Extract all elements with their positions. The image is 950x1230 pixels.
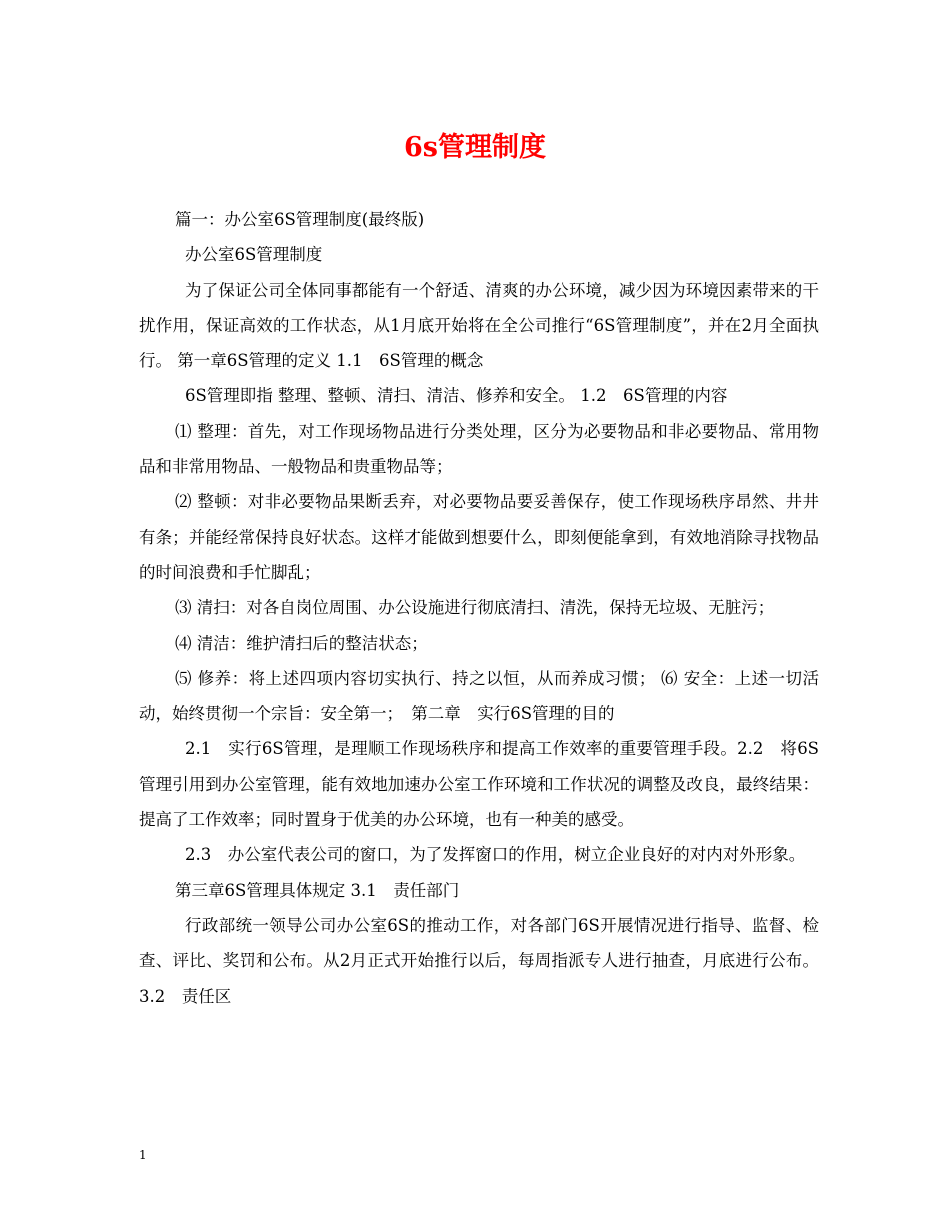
- paragraph-purpose: 2.1 实行6S管理，是理顺工作现场秩序和提高工作效率的重要管理手段。2.2 将6S管理引用到办公室管理，能有效地加速办公室工作环境和工作状况的调整及改良，最终结果：提高了工作效率；同时置身于优美的办公环境，也有一种美的感受。: [139, 739, 819, 830]
- paragraph-item-4: ⑷ 清洁：维护清扫后的整洁状态；: [175, 633, 428, 653]
- page-number: 1: [139, 1148, 147, 1162]
- paragraph-subtitle: 办公室6S管理制度: [185, 245, 323, 265]
- paragraph-section-heading: 篇一：办公室6S管理制度(最终版): [175, 210, 425, 229]
- paragraph-item-5-6: ⑸ 修养：将上述四项内容切实执行、持之以恒，从而养成习惯； ⑹ 安全：上述一切活动，始终贯彻一个宗旨：安全第一； 第二章 实行6S管理的目的: [139, 668, 819, 724]
- paragraph-definition: 6S管理即指 整理、整顿、清扫、清洁、修养和安全。 1.2 6S管理的内容: [185, 386, 728, 406]
- paragraph-chapter-3: 第三章6S管理具体规定 3.1 责任部门: [175, 880, 460, 900]
- paragraph-responsibility: 行政部统一领导公司办公室6S的推动工作，对各部门6S开展情况进行指导、监督、检查、评比、奖罚和公布。从2月正式开始推行以后，每周指派专人进行抽查，月底进行公布。 3.2 责任区: [139, 915, 819, 1006]
- paragraph-item-1: ⑴ 整理：首先，对工作现场物品进行分类处理，区分为必要物品和非必要物品、常用物品和非常用物品、一般物品和贵重物品等；: [139, 421, 819, 477]
- paragraph-item-3: ⑶ 清扫：对各自岗位周围、办公设施进行彻底清扫、清洗，保持无垃圾、无脏污；: [175, 598, 775, 618]
- paragraph-intro: 为了保证公司全体同事都能有一个舒适、清爽的办公环境，减少因为环境因素带来的干扰作用，保证高效的工作状态，从1月底开始将在全公司推行“6S管理制度”，并在2月全面执行。 第一章6S管理的定义 1.1 6S管理的概念: [139, 280, 819, 371]
- paragraph-purpose-2-3: 2.3 办公室代表公司的窗口，为了发挥窗口的作用，树立企业良好的对内对外形象。: [185, 845, 806, 865]
- document-title: 6s管理制度: [404, 132, 546, 163]
- paragraph-item-2: ⑵ 整顿：对非必要物品果断丢弃，对必要物品要妥善保存，使工作现场秩序昂然、井井有条；并能经常保持良好状态。这样才能做到想要什么，即刻便能拿到，有效地消除寻找物品的时间浪费和手忙脚乱；: [139, 492, 819, 582]
- document-body: [139, 202, 819, 1014]
